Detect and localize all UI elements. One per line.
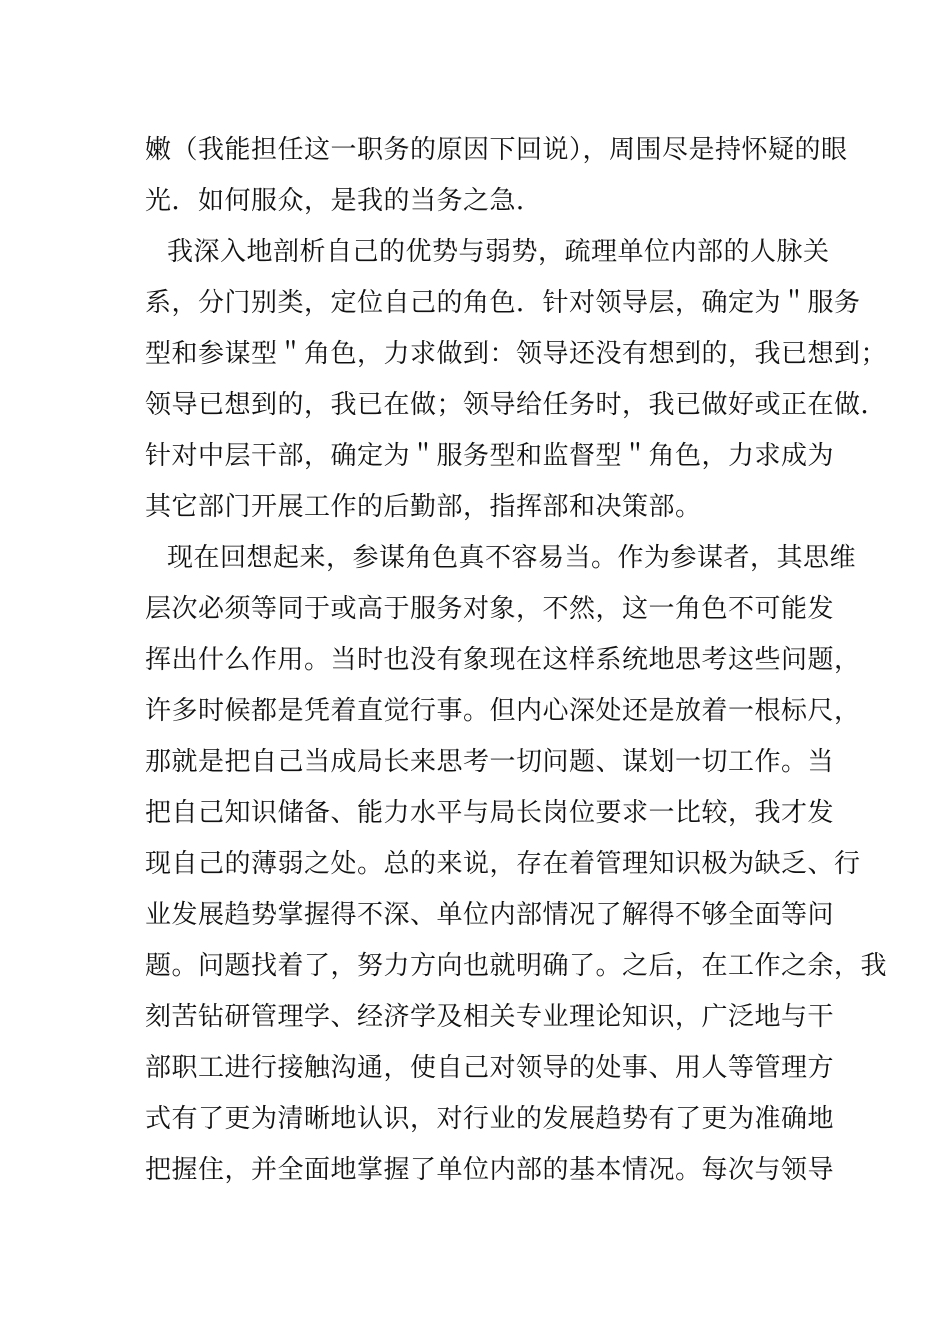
text-line-5: 型和参谋型＂角色，力求做到：领导还没有想到的，我已想到； [145, 339, 888, 369]
text-line-11: 挥出什么作用。当时也没有象现在这样系统地思考这些问题， [145, 645, 861, 675]
text-line-7: 针对中层干部，确定为＂服务型和监督型＂角色，力求成为 [145, 441, 835, 471]
text-line-8: 其它部门开展工作的后勤部，指挥部和决策部。 [145, 492, 702, 522]
text-line-17: 题。问题找着了，努力方向也就明确了。之后，在工作之余，我 [145, 951, 888, 981]
paragraph-2-line-1: 我深入地剖析自己的优势与弱势，疏理单位内部的人脉关 [167, 237, 830, 267]
document-body [145, 125, 888, 1196]
text-line-13: 那就是把自己当成局长来思考一切问题、谋划一切工作。当 [145, 747, 835, 777]
text-line-2: 光．如何服众，是我的当务之急． [145, 186, 543, 216]
text-line-14: 把自己知识储备、能力水平与局长岗位要求一比较，我才发 [145, 798, 835, 828]
text-line-6: 领导已想到的，我已在做；领导给任务时，我已做好或正在做． [145, 390, 888, 420]
text-line-21: 把握住，并全面地掌握了单位内部的基本情况。每次与领导 [145, 1155, 835, 1185]
text-line-1: 嫩（我能担任这一职务的原因下回说），周围尽是持怀疑的眼 [145, 135, 848, 165]
paragraph-3-line-1: 现在回想起来，参谋角色真不容易当。作为参谋者，其思维 [167, 543, 857, 573]
text-line-20: 式有了更为清晰地认识，对行业的发展趋势有了更为准确地 [145, 1104, 835, 1134]
text-line-4: 系，分门别类，定位自己的角色．针对领导层，确定为＂服务 [145, 288, 861, 318]
text-line-16: 业发展趋势掌握得不深、单位内部情况了解得不够全面等问 [145, 900, 835, 930]
text-line-19: 部职工进行接触沟通，使自己对领导的处事、用人等管理方 [145, 1053, 835, 1083]
text-line-10: 层次必须等同于或高于服务对象，不然，这一角色不可能发 [145, 594, 835, 624]
text-line-12: 许多时候都是凭着直觉行事。但内心深处还是放着一根标尺， [145, 696, 861, 726]
text-line-15: 现自己的薄弱之处。总的来说，存在着管理知识极为缺乏、行 [145, 849, 861, 879]
text-line-18: 刻苦钻研管理学、经济学及相关专业理论知识，广泛地与干 [145, 1002, 835, 1032]
